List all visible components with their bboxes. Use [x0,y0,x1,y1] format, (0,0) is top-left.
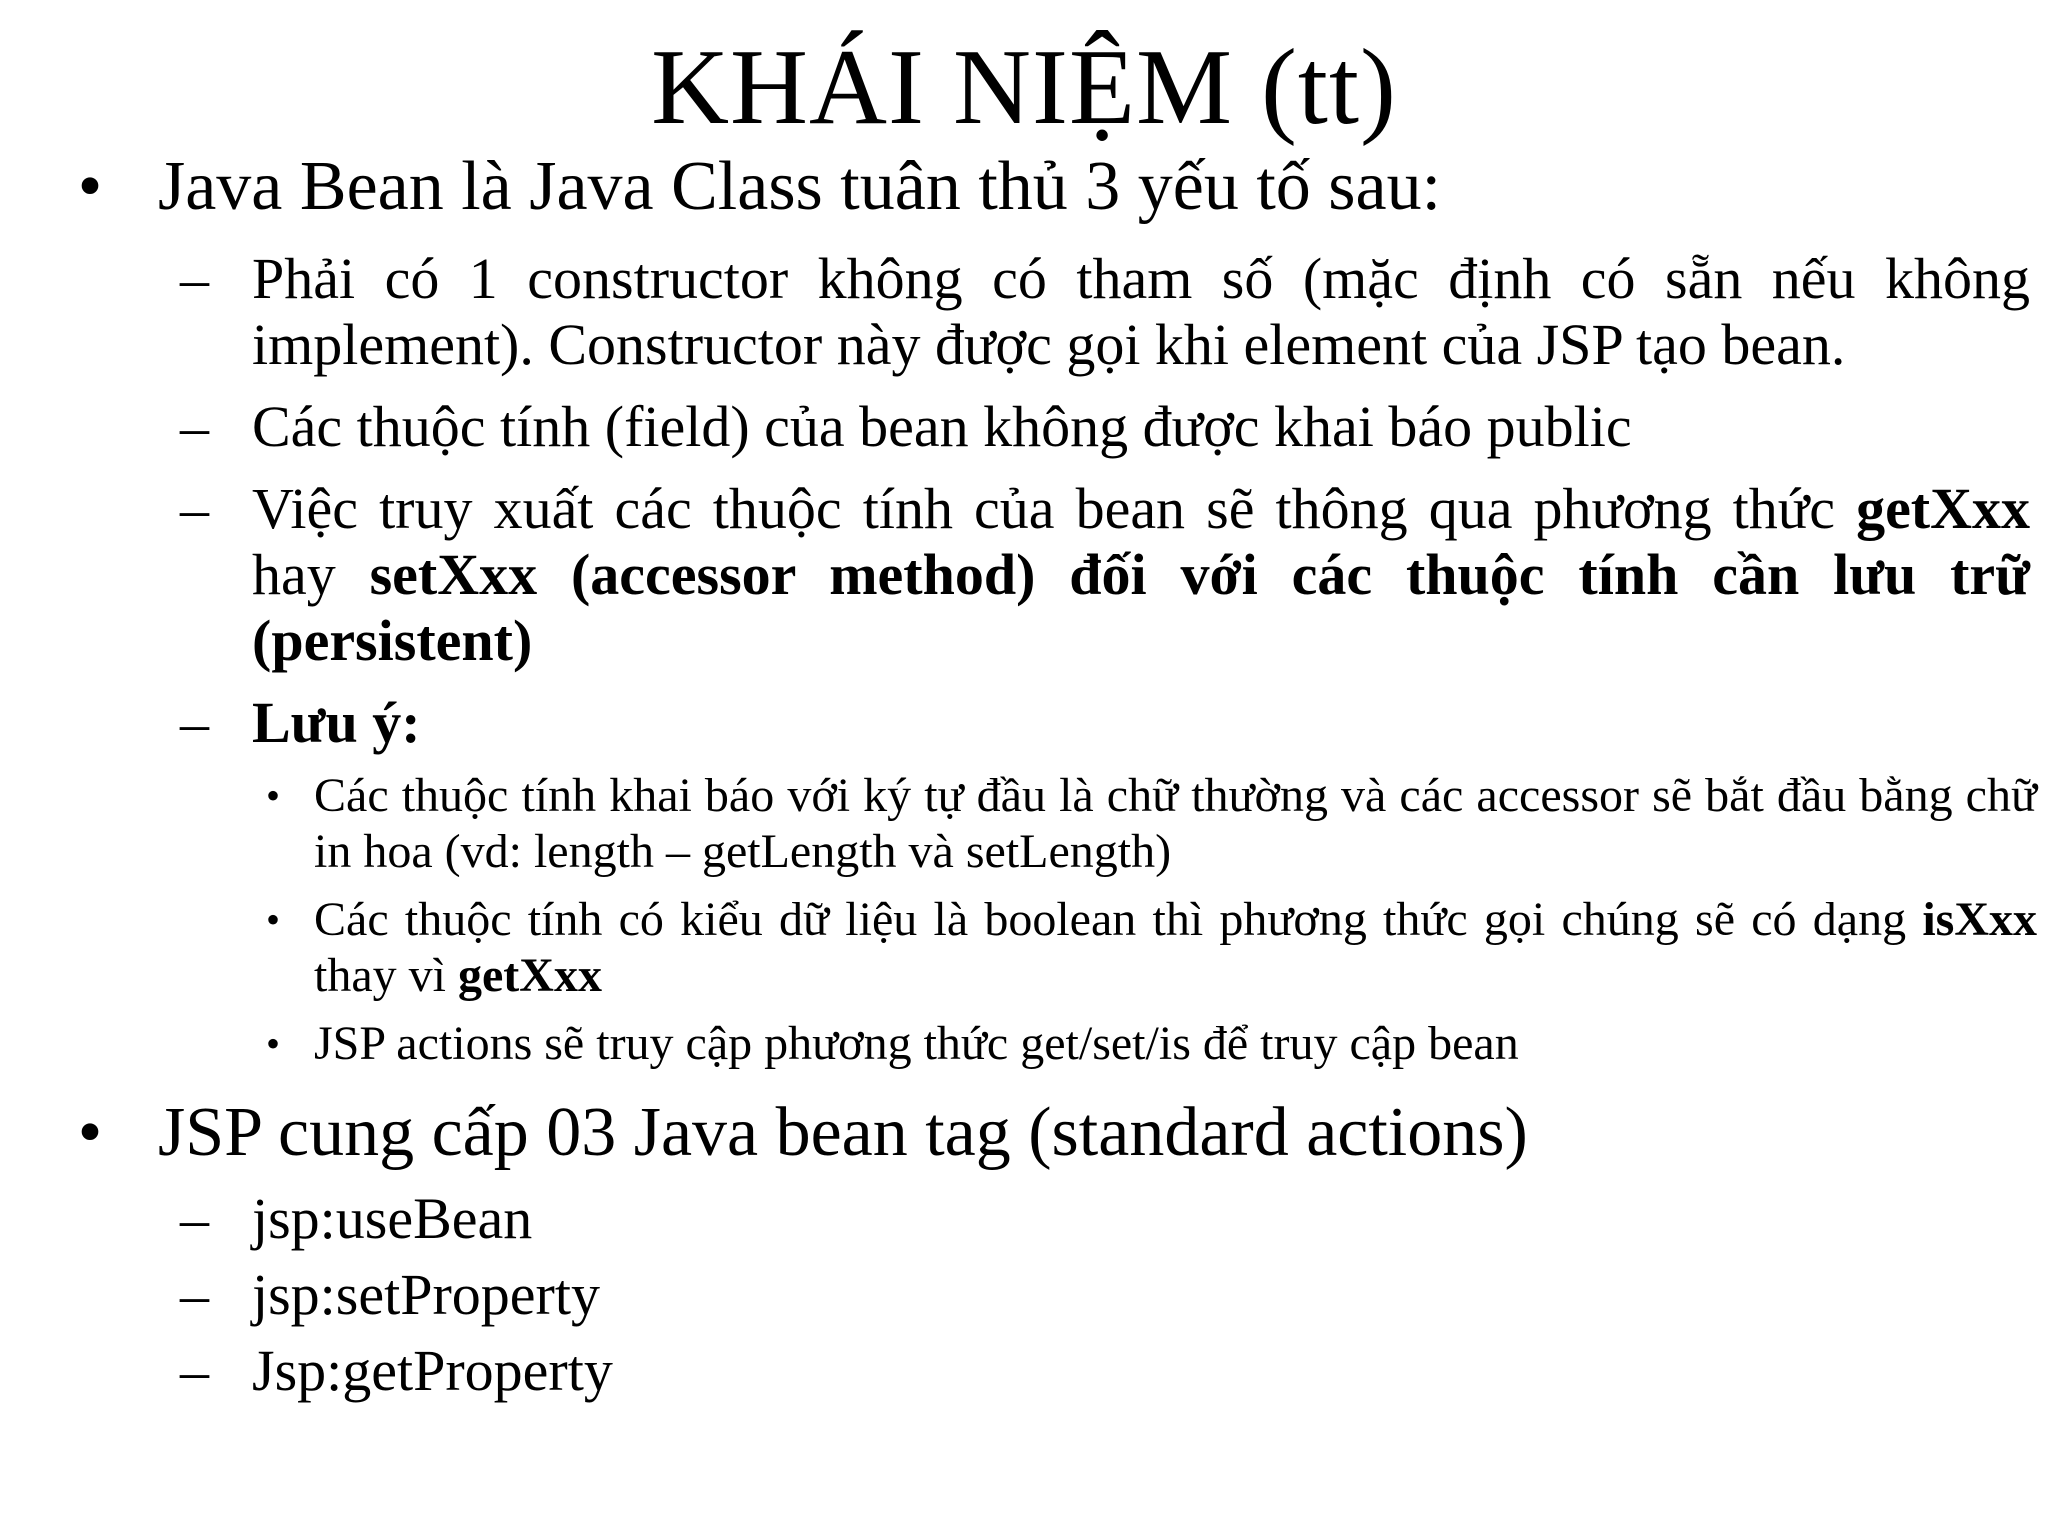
bullet-text: JSP cung cấp 03 Java bean tag (standard actions) [158,1094,1528,1171]
sub-list-jsp-tags [180,1186,2030,1404]
slide-content [70,144,2037,1404]
bullet-marker: • [266,773,281,818]
note-get: getXxx [457,949,602,1002]
accessor-get: getXxx [1856,476,2031,541]
sub-list-java-bean [180,246,2037,1072]
bullet-jsp-tags [70,1090,2030,1176]
dash-marker: – [180,476,209,541]
note-text: JSP actions sẽ truy cập phương thức get/set/is để truy cập bean [314,1017,1519,1070]
sub-item-text: Các thuộc tính (field) của bean không được khai báo public [252,394,1632,459]
sub-item-text: Phải có 1 constructor không có tham số (mặc định có sẵn nếu không implement). Constructor này được gọi khi element của JSP tạo bean. [252,246,2030,377]
note-mid: thay vì [314,949,458,1002]
accessor-rest: setXxx (accessor method) đối với các thuộc tính cần lưu trữ (persistent) [252,542,2030,673]
note-boolean [262,892,2037,1004]
note-actions [262,1016,2037,1072]
note-naming [262,768,2037,880]
sub-item-text: jsp:setProperty [252,1262,600,1327]
accessor-mid: hay [252,542,370,607]
sub-item-fields [180,394,2030,460]
bullet-text: Java Bean là Java Class tuân thủ 3 yếu tố sau: [158,148,1442,225]
sub-item-text: jsp:useBean [252,1186,533,1251]
bullet-java-bean [70,144,2030,230]
sub-item-usebean [180,1186,2030,1252]
bullet-marker: • [266,897,281,942]
note-label: Lưu ý: [252,690,421,755]
slide-title: KHÁI NIỆM (tt) [651,28,1397,147]
dash-marker: – [180,246,209,311]
sub-item-setproperty [180,1262,2030,1328]
bullet-marker: • [77,1094,103,1171]
note-is: isXxx [1922,893,2037,946]
sub-item-text: Việc truy xuất các thuộc tính của bean sẽ thông qua phương thức [252,476,1835,541]
sub-item-accessor [180,476,2030,674]
sub-item-constructor [180,246,2030,378]
note-list [262,768,2037,1072]
dash-marker: – [180,394,209,459]
dash-marker: – [180,1338,209,1403]
sub-item-getproperty [180,1338,2030,1404]
note-text: Các thuộc tính khai báo với ký tự đầu là chữ thường và các accessor sẽ bắt đầu bằng chữ in hoa (vd: length – getLength và setLength) [314,769,2037,878]
sub-item-text: Jsp:getProperty [252,1338,613,1403]
dash-marker: – [180,1262,209,1327]
bullet-marker: • [266,1021,281,1066]
bullet-marker: • [77,148,103,225]
dash-marker: – [180,1186,209,1251]
dash-marker: – [180,690,209,755]
note-text: Các thuộc tính có kiểu dữ liệu là boolean thì phương thức gọi chúng sẽ có dạng [314,893,1923,946]
sub-item-note [180,690,2030,756]
